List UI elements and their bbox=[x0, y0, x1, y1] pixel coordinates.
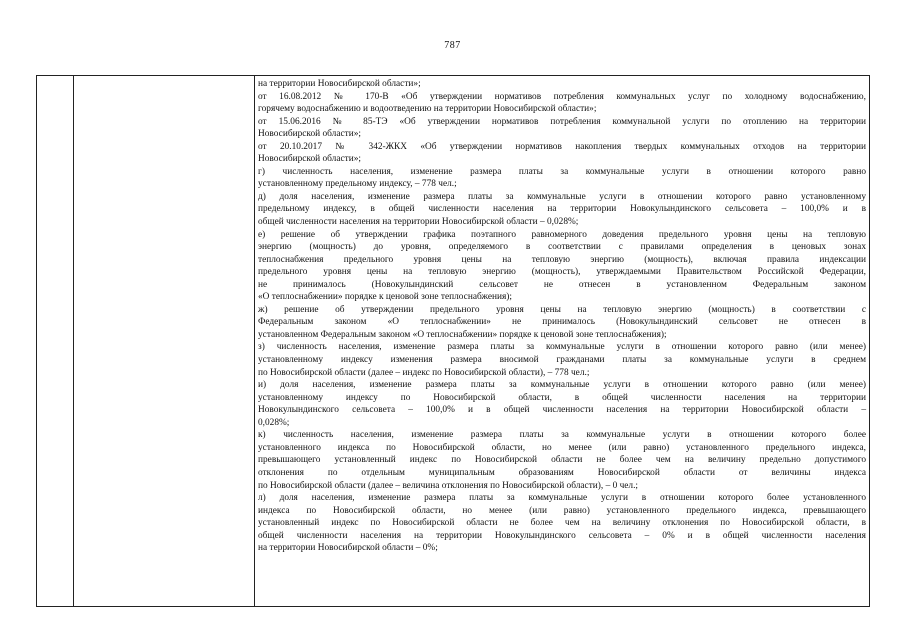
text-line: и) доля населения, изменение размера платы за коммунальные услуги в отношении которого равно (или менее) bbox=[258, 380, 866, 391]
text-cell bbox=[255, 76, 870, 607]
text-line: к) численность населения, изменение размера платы за коммунальные услуги в отношении которого более bbox=[258, 430, 866, 441]
text-line: е) решение об утверждении графика поэтапного равномерного доведения предельного уровня цены на тепловую bbox=[258, 229, 866, 240]
text-line: по Новосибирской области (далее – индекс по Новосибирской области), – 778 чел.; bbox=[258, 367, 590, 378]
text-line: отклонения по отдельным муниципальным образованиям Новосибирской области от величины индекса bbox=[258, 467, 866, 478]
text-line: от 16.08.2012 № 170-В «Об утверждении нормативов потребления коммунальных услуг по холодному водоснабжению, bbox=[258, 91, 866, 102]
text-line: не принималось (Новокулындинский сельсовет не отнесен в установленном Федеральным законом bbox=[258, 279, 866, 290]
text-line: л) доля населения, изменение размера платы за коммунальные услуги в отношении которого более установленного bbox=[258, 493, 866, 504]
text-line: установленному предельному индексу, – 778 чел.; bbox=[258, 179, 457, 190]
text-line: общей численности населения на территории Новосибирской области – 0,028%; bbox=[258, 217, 579, 228]
page-number: 787 bbox=[444, 40, 461, 51]
document-table bbox=[36, 75, 870, 607]
text-line: на территории Новосибирской области»; bbox=[258, 79, 421, 89]
text-line: Новосибирской области»; bbox=[258, 154, 361, 165]
text-line: предельного уровня цены на тепловую энергию (мощность), утверждаемыми Правительством Российской Федерации, bbox=[258, 267, 866, 278]
text-line: з) численность населения, изменение размера платы за коммунальные услуги в отношении которого равно (или менее) bbox=[258, 342, 866, 353]
empty-cell-number bbox=[37, 76, 74, 607]
text-line: горячему водоснабжению и водоотведению на территории Новосибирской области»; bbox=[258, 104, 597, 115]
text-line: Федеральным законом «О теплоснабжении» не принималось (Новокулындинский сельсовет не отнесен в bbox=[258, 317, 866, 328]
text-line: установленному индексу по Новосибирской области, в общей численности населения на территории bbox=[258, 392, 866, 403]
text-line: превышающего установленный индекс по Новосибирской области не более чем на величину предельно допустимого bbox=[258, 455, 866, 466]
text-line: д) доля населения, изменение размера платы за коммунальные услуги в отношении которого равно установленному bbox=[258, 191, 866, 202]
text-line: Новосибирской области»; bbox=[258, 129, 361, 140]
text-line: 0,028%; bbox=[258, 417, 290, 428]
text-line: г) численность населения, изменение размера платы за коммунальные услуги в отношении которого равно bbox=[258, 166, 866, 177]
text-line: от 20.10.2017 № 342-ЖКХ «Об утверждении нормативов накопления твердых коммунальных отходов на территории bbox=[258, 141, 866, 152]
text-line: установленного индекса по Новосибирской области, но менее (или равно) установленного предельного индекса, bbox=[258, 442, 866, 453]
text-line: общей численности населения на территории Новокулындинского сельсовета – 0% и в общей численности населения bbox=[258, 530, 866, 541]
text-line: энергию (мощность) до уровня, определяемого в соответствии с правилами определения в ценовых зонах bbox=[258, 242, 866, 253]
text-line: от 15.06.2016 № 85-ТЭ «Об утверждении нормативов потребления коммунальной услуги по отоплению на территории bbox=[258, 116, 866, 127]
paragraph-list bbox=[258, 78, 866, 555]
text-line: «О теплоснабжении» порядке к ценовой зоне теплоснабжения); bbox=[258, 292, 512, 303]
text-line: ж) решение об утверждении предельного уровня цены на тепловую энергию (мощность) в соответствии с bbox=[258, 304, 866, 315]
text-line: на территории Новосибирской области – 0%; bbox=[258, 543, 438, 554]
table-row bbox=[37, 76, 870, 607]
text-line: теплоснабжения предельного уровня цены на тепловую энергию (мощность), включая правила индексации bbox=[258, 254, 866, 265]
text-line: установленном Федеральным законом «О теплоснабжении» порядке к ценовой зоне теплоснабжения); bbox=[258, 329, 667, 340]
text-line: индекса по Новосибирской области, но менее (или равно) установленного предельного индекса, превышающего bbox=[258, 505, 866, 516]
text-line: по Новосибирской области (далее – величина отклонения по Новосибирской области), – 0 чел.; bbox=[258, 480, 639, 491]
text-line: Новокулындинского сельсовета – 100,0% и в общей численности населения на территории Новосибирской области – bbox=[258, 405, 866, 416]
text-line: установленному индексу изменения размера вносимой гражданами платы за коммунальные услуги в среднем bbox=[258, 355, 866, 366]
text-line: предельному индексу, в общей численности населения на территории Новокулындинского сельсовета – 100,0% и в bbox=[258, 204, 866, 215]
empty-cell-heading bbox=[74, 76, 255, 607]
text-line: установленный индекс по Новосибирской области не более чем на величину отклонения по Новосибирской области, в bbox=[258, 518, 866, 529]
